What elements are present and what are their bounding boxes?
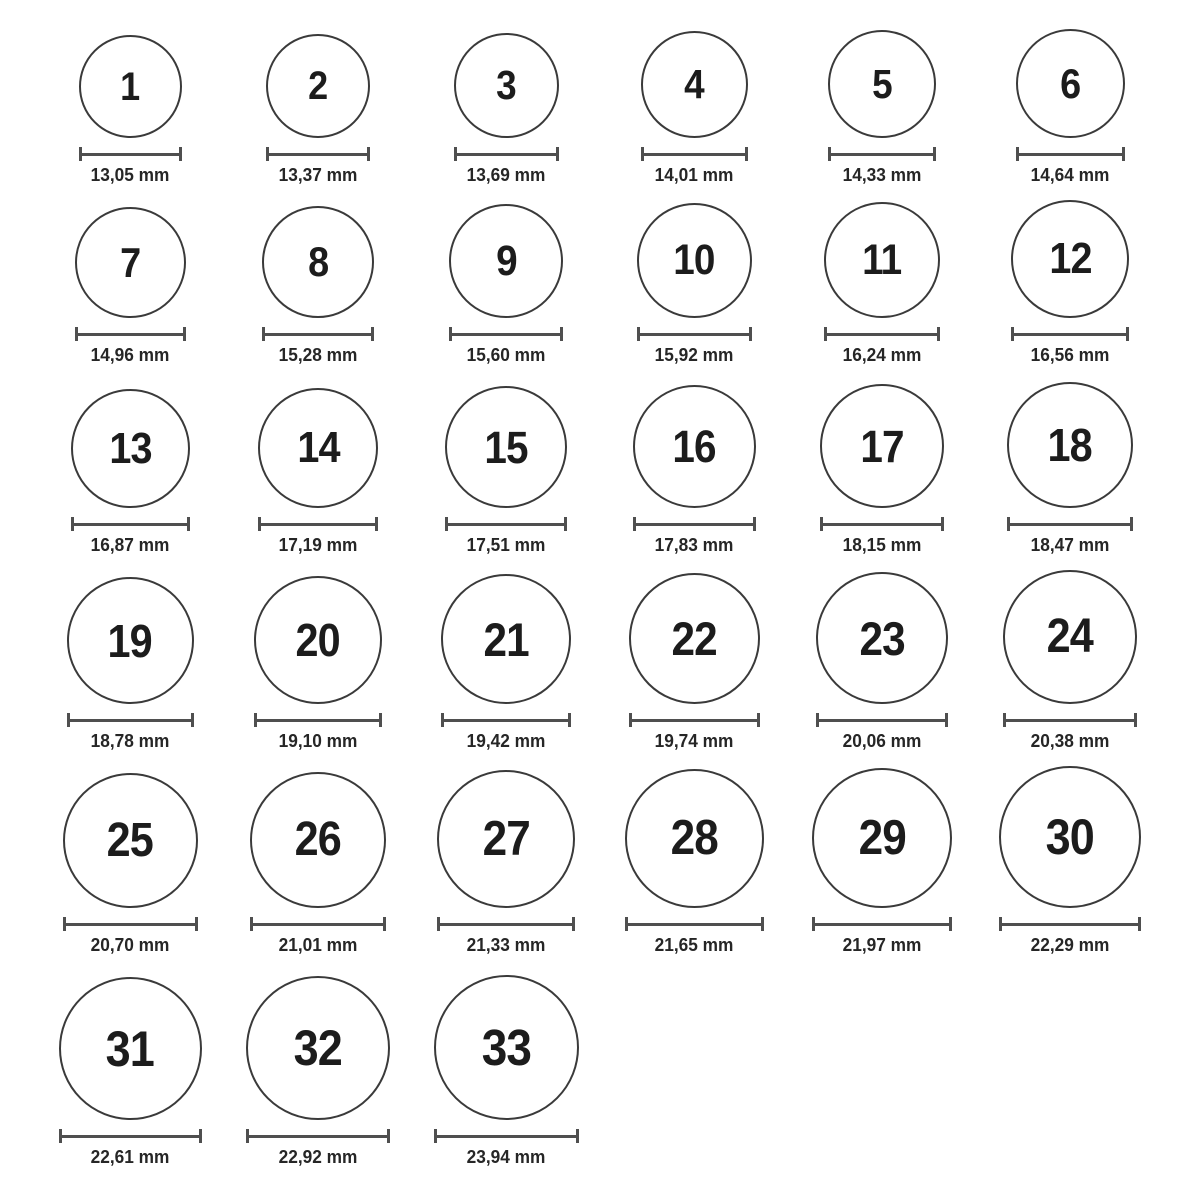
ring-size-circle [812,768,952,908]
ring-size-item [600,0,788,196]
ring-size-circle [67,577,194,704]
ring-size-item [224,966,412,1178]
diameter-measure-line [445,517,567,531]
diameter-label: 19,42 mm [466,731,546,752]
diameter-label: 20,70 mm [90,935,170,956]
diameter-measure-line [71,517,190,531]
diameter-label: 21,97 mm [842,935,922,956]
ring-size-item [788,566,976,762]
ring-size-item [224,0,412,196]
ring-size-circle [1007,382,1133,508]
diameter-measure-line [441,713,571,727]
diameter-measure-line [63,917,198,931]
ring-size-item [412,966,600,1178]
ring-size-number: 17 [860,420,904,472]
ring-size-circle [250,772,386,908]
ring-size-item [788,376,976,566]
diameter-measure-line [266,147,370,161]
diameter-label: 23,94 mm [466,1147,546,1168]
diameter-label: 18,47 mm [1030,535,1110,556]
ring-size-circle [262,206,374,318]
diameter-label: 18,15 mm [842,535,922,556]
diameter-label: 17,83 mm [654,535,734,556]
diameter-measure-line [1011,327,1129,341]
diameter-label: 21,01 mm [278,935,358,956]
ring-size-item [788,0,976,196]
ring-size-number: 16 [672,421,716,473]
ring-size-item [412,0,600,196]
diameter-measure-line [816,713,948,727]
ring-size-number: 12 [1048,234,1092,284]
ring-size-number: 25 [106,813,154,867]
ring-size-circle [434,975,579,1120]
ring-size-item [600,762,788,966]
ring-size-circle [75,207,186,318]
diameter-measure-line [254,713,382,727]
ring-size-circle [445,386,567,508]
ring-size-number: 21 [483,612,529,666]
diameter-label: 20,38 mm [1030,731,1110,752]
ring-size-number: 11 [862,235,902,284]
ring-size-circle [266,34,370,138]
ring-size-number: 20 [295,614,341,667]
ring-size-item [788,196,976,376]
ring-size-number: 10 [673,236,715,285]
ring-size-chart [36,0,1164,1178]
diameter-label: 18,78 mm [90,731,170,752]
ring-size-number: 4 [684,61,704,108]
diameter-label: 13,05 mm [90,165,170,186]
ring-size-circle [816,572,948,704]
ring-size-item [976,0,1164,196]
diameter-measure-line [454,147,559,161]
ring-size-item [412,196,600,376]
ring-size-item [224,376,412,566]
diameter-measure-line [633,517,756,531]
ring-size-item [600,196,788,376]
ring-size-item [412,762,600,966]
diameter-measure-line [820,517,944,531]
ring-size-number: 29 [858,810,906,865]
ring-size-number: 14 [296,423,340,473]
ring-size-item [36,0,224,196]
diameter-label: 17,51 mm [466,535,546,556]
ring-size-item [224,566,412,762]
ring-size-number: 31 [105,1020,155,1077]
ring-size-number: 15 [484,421,528,473]
ring-size-circle [449,204,563,318]
ring-size-item [412,566,600,762]
ring-size-circle [820,384,944,508]
ring-size-circle [637,203,752,318]
diameter-measure-line [641,147,748,161]
ring-size-circle [59,977,202,1120]
diameter-label: 22,61 mm [90,1147,170,1168]
ring-size-number: 32 [293,1020,343,1077]
diameter-label: 14,96 mm [90,345,170,366]
ring-size-circle [1011,200,1129,318]
ring-size-circle [824,202,940,318]
diameter-label: 13,69 mm [466,165,546,186]
ring-size-number: 33 [481,1019,531,1077]
ring-size-circle [63,773,198,908]
diameter-measure-line [625,917,764,931]
ring-size-item [36,966,224,1178]
diameter-measure-line [262,327,374,341]
diameter-label: 21,65 mm [654,935,734,956]
ring-size-item [412,376,600,566]
ring-size-number: 28 [670,811,718,866]
diameter-measure-line [637,327,752,341]
ring-size-item [976,376,1164,566]
diameter-label: 21,33 mm [466,935,546,956]
diameter-label: 14,64 mm [1030,165,1110,186]
ring-size-number: 18 [1047,419,1093,472]
ring-size-number: 24 [1046,610,1094,664]
ring-size-circle [246,976,390,1120]
diameter-label: 16,87 mm [90,535,170,556]
ring-size-circle [79,35,182,138]
ring-size-number: 7 [119,238,141,286]
ring-size-circle [999,766,1141,908]
ring-size-item [976,566,1164,762]
diameter-measure-line [1003,713,1137,727]
ring-size-item [224,196,412,376]
diameter-label: 15,28 mm [278,345,358,366]
ring-size-number: 27 [482,811,530,866]
diameter-measure-line [999,917,1141,931]
ring-size-circle [641,31,748,138]
diameter-measure-line [828,147,936,161]
ring-size-number: 22 [671,612,717,666]
ring-size-item [224,762,412,966]
diameter-measure-line [437,917,575,931]
diameter-measure-line [1016,147,1125,161]
ring-size-circle [258,388,378,508]
diameter-measure-line [629,713,760,727]
ring-size-circle [441,574,571,704]
diameter-measure-line [67,713,194,727]
ring-size-item [36,762,224,966]
diameter-label: 22,92 mm [278,1147,358,1168]
diameter-measure-line [824,327,940,341]
diameter-label: 19,10 mm [278,731,358,752]
ring-size-item [600,376,788,566]
ring-size-item [36,376,224,566]
diameter-measure-line [449,327,563,341]
ring-size-item [600,566,788,762]
ring-size-circle [254,576,382,704]
diameter-measure-line [59,1129,202,1143]
diameter-label: 16,56 mm [1030,345,1110,366]
diameter-label: 17,19 mm [278,535,358,556]
ring-size-circle [1003,570,1137,704]
ring-size-item [36,196,224,376]
ring-size-circle [828,30,936,138]
ring-size-number: 23 [859,611,905,665]
ring-size-number: 3 [496,62,516,109]
ring-size-item [788,762,976,966]
diameter-measure-line [79,147,182,161]
diameter-label: 15,92 mm [654,345,734,366]
ring-size-number: 5 [872,60,892,107]
ring-size-number: 30 [1045,809,1095,866]
ring-size-item [976,196,1164,376]
diameter-label: 19,74 mm [654,731,734,752]
ring-size-item [36,566,224,762]
diameter-label: 13,37 mm [278,165,358,186]
ring-size-circle [437,770,575,908]
diameter-measure-line [1007,517,1133,531]
ring-size-number: 6 [1059,59,1081,107]
diameter-measure-line [812,917,952,931]
diameter-measure-line [250,917,386,931]
ring-size-number: 26 [294,813,342,867]
diameter-label: 16,24 mm [842,345,922,366]
ring-size-circle [454,33,559,138]
ring-size-circle [1016,29,1125,138]
diameter-label: 14,33 mm [842,165,922,186]
ring-size-item [976,762,1164,966]
ring-size-number: 9 [495,236,517,285]
ring-size-circle [629,573,760,704]
diameter-measure-line [434,1129,579,1143]
diameter-label: 15,60 mm [466,345,546,366]
ring-size-number: 19 [107,614,153,667]
ring-size-circle [625,769,764,908]
ring-size-number: 1 [120,64,140,109]
diameter-label: 22,29 mm [1030,935,1110,956]
ring-size-circle [633,385,756,508]
ring-size-number: 8 [307,238,329,286]
diameter-label: 14,01 mm [654,165,734,186]
diameter-measure-line [258,517,378,531]
ring-size-circle [71,389,190,508]
diameter-label: 20,06 mm [842,731,922,752]
ring-size-number: 2 [308,64,328,109]
ring-size-number: 13 [108,423,152,473]
diameter-measure-line [75,327,186,341]
diameter-measure-line [246,1129,390,1143]
